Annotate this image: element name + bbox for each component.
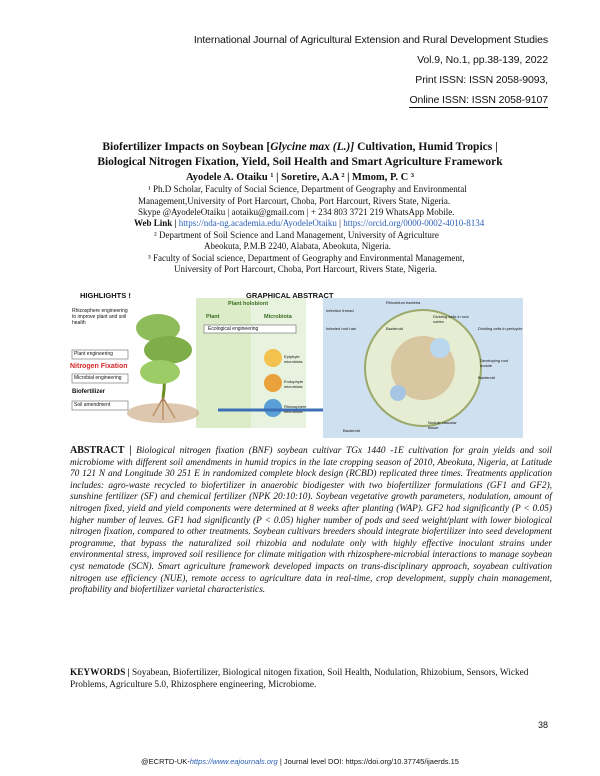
authors: Ayodele A. Otaiku ¹ | Soretire, A.A ² | Mmom, P. C ³ bbox=[185, 172, 415, 183]
developing-nodule-label: Developing root nodule bbox=[480, 358, 509, 368]
nitrogen-fixation-label: Nitrogen Fixation bbox=[70, 363, 128, 370]
dividing-pericycle-label: Dividing cells in pericycle bbox=[478, 326, 523, 331]
affiliation-3-line1: ³ Faculty of Social science, Department of Geography and Environmental Management, bbox=[148, 253, 465, 263]
epiphyte-microbe bbox=[264, 349, 282, 367]
dividing-cells bbox=[430, 338, 450, 358]
rhizobium-label: Rhizobium bacteria bbox=[386, 300, 421, 305]
graphical-abstract-figure bbox=[68, 288, 534, 440]
microbial-engineering-label: Microbial engineering bbox=[74, 375, 122, 381]
journal-site-link[interactable]: https://www.eajournals.org bbox=[189, 757, 278, 766]
affiliation-1-line1: ¹ Ph.D Scholar, Faculty of Social Science, Department of Geography and Environmental bbox=[148, 184, 467, 194]
keywords-label: KEYWORDS | bbox=[70, 668, 130, 678]
plant-leaves-mid bbox=[144, 336, 192, 364]
highlights-label: HIGHLIGHTS ! bbox=[80, 291, 131, 300]
plant-leaves-low bbox=[140, 360, 180, 384]
epiphyte-label: Epiphyte microbiota bbox=[284, 354, 303, 364]
ecological-engineering-label: Ecological engineering bbox=[208, 326, 259, 332]
abstract-text: Biological nitrogen fixation (BNF) soybean cultivar TGx 1440 -1E cultivation for grain yields and soil microbiome with different soil amendments in humid tropics in the late cropping season of 2010, Abeokuta, Nigeria, at Latitude 70 121 N and Longitude 30 251 E in randomized complete block design (RCBD) replicated three times. Treatments application includes: agro-waste recycled to biofertilizer in anaerobic biodigester with two biofertilizer formulations (GF1 and GF2), sunshine fertilizer (SF) and chemical fertilizer (NPK 20:10:10). Soybean vegetative growth parameters, nodulation, amount of nitrogen fixed, yield and yield components were determined at 8 weeks after planting (WAP). GF2 had significantly (P < 0.05) higher number of leaves. GF1 had significantly (P < 0.05) higher number of pods and seed weight/plant with lower biological nitrogen fixation, compared to other treatments. Soybean cultivars breeders should integrate biofertilizer into seed development programme, that bypass the naturalized soil rhizobia and nodulate only with highly effective inoculant strains under environmental stress, improved soil resilience for climate mitigation with rhizosphere-microbial interactions to manage soybean cyst nematode (SCN). Smart agriculture framework developed impacts on trans-disciplinary approach, soyabean cultivation nitrogen use efficiency (NUE), remote access to agriculture data in real-time, crop development, supply chain management, proftability and biofertilizer varietal characteristics. bbox=[70, 446, 553, 596]
keywords bbox=[70, 668, 552, 691]
affiliation-1-line2: Management,University of Port Harcourt, Choba, Port Harcourt, Rivers State, Nigeria. bbox=[138, 196, 451, 206]
soil-amendment-label: Soil amendment bbox=[74, 402, 111, 408]
affiliation-3-line2: University of Port Harcourt, Choba, Port Harcourt, Rivers State, Nigeria. bbox=[174, 264, 437, 274]
abstract bbox=[70, 445, 552, 597]
rhizosphere-microbe bbox=[264, 399, 282, 417]
journal-name: International Journal of Agricultural Extension and Rural Development Studies bbox=[193, 34, 548, 46]
page-number: 38 bbox=[537, 720, 548, 730]
infected-hair-label: Infected root hair bbox=[326, 326, 357, 331]
web-links: Web Link | https://nda-ng.academia.edu/AyodeleOtaiku | https://orcid.org/0000-0002-4010-8134 bbox=[134, 218, 485, 228]
plant-holobiont-label: Plant holobiont bbox=[228, 301, 269, 307]
affiliation-2-line1: ² Department of Soil Science and Land Management, University of Agriculture bbox=[154, 230, 439, 240]
bacteroid-cluster bbox=[390, 385, 406, 401]
nodule-tissue-label: Nodule vascular tissue bbox=[428, 420, 457, 430]
print-issn: Print ISSN: ISSN 2058-9093, bbox=[415, 74, 548, 86]
figure-drawing bbox=[68, 288, 534, 440]
academia-link[interactable]: https://nda-ng.academia.edu/AyodeleOtaiku bbox=[178, 218, 337, 228]
biofertilizer-label: Biofertilizer bbox=[72, 389, 106, 395]
bacteroid-right-label: Bacteroid bbox=[478, 375, 495, 380]
orcid-link[interactable]: https://orcid.org/0000-0002-4010-8134 bbox=[343, 218, 485, 228]
plant-engineering-label: Plant engineering bbox=[74, 351, 113, 357]
footer: @ECRTD-UK-https://www.eajournals.org | Journal level DOI: https://doi.org/10.37745/ijaerds.15 bbox=[141, 757, 459, 766]
plant-col-label: Plant bbox=[206, 314, 220, 320]
bacteroid-top-label: Bacteroid bbox=[386, 326, 403, 331]
infection-thread-label: Infection thread bbox=[326, 308, 354, 313]
rhizosphere-microbiota-label: Rhizosphere microbiota bbox=[284, 404, 307, 414]
abstract-label: ABSTRACT | bbox=[70, 445, 132, 456]
soil-mound bbox=[127, 403, 199, 423]
affiliation-1-contact: Skype @AyodeleOtaiku | aotaiku@gmail.com | + 234 803 3721 219 WhatsApp Mobile. bbox=[138, 207, 455, 217]
dividing-root-label: Dividing cells in root cortex bbox=[433, 314, 469, 324]
affiliation-2-line2: Abeokuta, P.M.B 2240, Alabata, Abeokuta, Nigeria. bbox=[204, 241, 391, 251]
keywords-text: Soyabean, Biofertilizer, Biological nitogen fixation, Soil Health, Nodulation, Rhizobium, Sensors, Wicked Problems, Agriculture 5.0, Rhizosphere engineering, Microbiome. bbox=[70, 668, 529, 690]
rhizosphere-label: Rhizosphere engineering to improve plant and soil health bbox=[72, 308, 128, 326]
volume-info: Vol.9, No.1, pp.38-139, 2022 bbox=[417, 54, 548, 66]
paper-title: Biofertilizer Impacts on Soybean [Glycine max (L.)] Cultivation, Humid Tropics | Biological Nitrogen Fixation, Yield, Soil Health and Smart Agriculture Framework bbox=[97, 141, 503, 168]
microbiota-col-label: Microbiota bbox=[264, 314, 292, 320]
bacteroid-bottom-label: Bacteroid bbox=[343, 428, 360, 433]
endophyte-label: Endophyte microbiota bbox=[284, 379, 304, 389]
graphical-abstract-label: GRAPHICAL ABSTRACT bbox=[246, 291, 334, 300]
online-issn: Online ISSN: ISSN 2058-9107 bbox=[409, 94, 548, 106]
endophyte-microbe bbox=[264, 374, 282, 392]
